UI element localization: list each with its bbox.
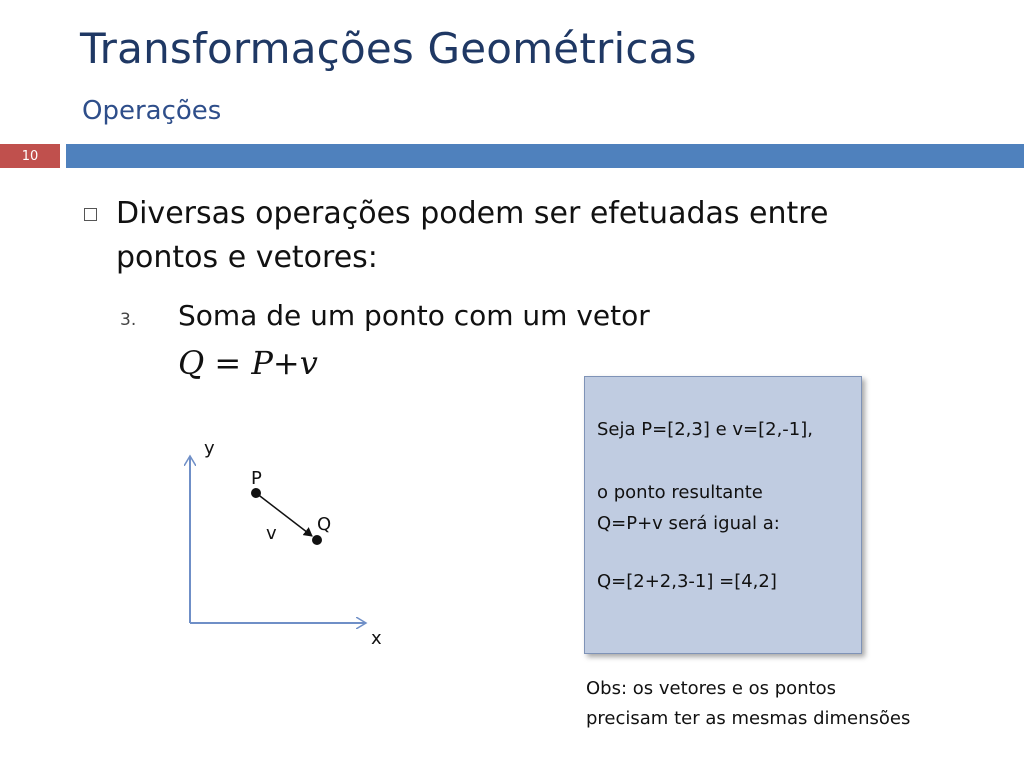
- example-line-1: Seja P=[2,3] e v=[2,-1],: [597, 419, 813, 440]
- sub-item-number: 3.: [120, 310, 137, 330]
- bullet-item: [116, 192, 936, 280]
- slide-title: Transformações Geométricas: [80, 24, 697, 73]
- vector-diagram: [170, 430, 400, 655]
- slide-number: 10: [21, 148, 39, 164]
- note: [586, 674, 910, 734]
- example-box: [584, 376, 862, 654]
- example-line-2: o ponto resultante: [597, 482, 763, 503]
- bullet-line-1: Diversas operações podem ser efetuadas entre: [116, 196, 829, 231]
- example-line-4: Q=[2+2,3-1] =[4,2]: [597, 571, 777, 592]
- example-line-3: Q=P+v será igual a:: [597, 513, 780, 534]
- x-axis-label: x: [371, 628, 382, 649]
- y-axis-label: y: [204, 438, 215, 459]
- bullet-line-2: pontos e vetores:: [116, 240, 378, 275]
- note-line-1: Obs: os vetores e os pontos: [586, 678, 837, 699]
- header-bar: [66, 144, 1024, 168]
- slide-number-badge: [0, 144, 60, 168]
- point-q: [312, 535, 322, 545]
- square-bullet-icon: [84, 208, 97, 221]
- sub-item-text: Soma de um ponto com um vetor: [178, 299, 650, 332]
- point-q-label: Q: [317, 514, 332, 535]
- slide-subtitle: Operações: [82, 96, 222, 126]
- vector-v-label: v: [266, 523, 277, 544]
- vector-v-arrow: [256, 493, 312, 536]
- formula: Q = P+v: [178, 344, 318, 382]
- point-p-label: P: [251, 468, 262, 489]
- note-line-2: precisam ter as mesmas dimensões: [586, 708, 911, 729]
